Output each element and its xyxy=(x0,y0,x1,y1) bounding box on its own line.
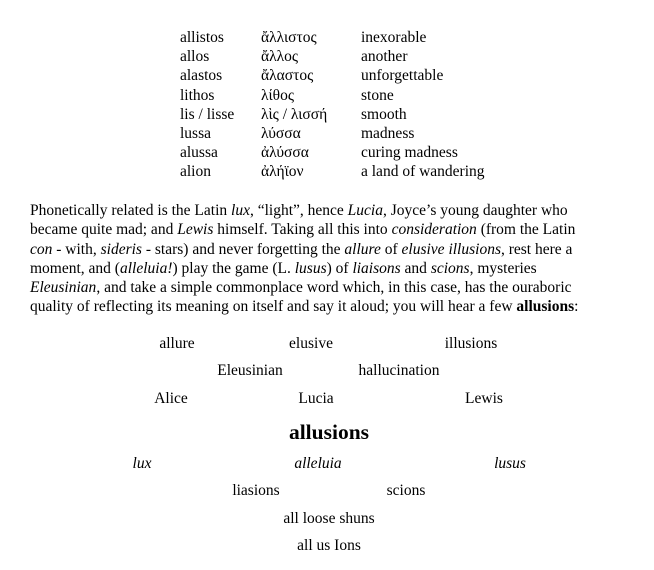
greek-word: ἄλαστος xyxy=(261,67,314,85)
cloud-word-lux: lux xyxy=(132,455,152,472)
body-paragraph xyxy=(30,201,642,317)
text: quality of reflecting its meaning on itself and say it aloud; you will hear a few xyxy=(30,298,517,316)
text: , mysteries xyxy=(469,259,537,277)
cloud-word-lusus: lusus xyxy=(494,455,526,472)
text: ) of xyxy=(326,259,353,277)
word-table-row xyxy=(180,28,600,47)
cloud-word-all-us-ions: all us Ions xyxy=(297,537,361,554)
text-italic: lux xyxy=(231,202,250,219)
text: Phonetically related is the Latin xyxy=(30,202,232,219)
text-italic: consideration xyxy=(391,221,477,239)
english-meaning: unforgettable xyxy=(361,67,444,85)
latin-word: lithos xyxy=(180,86,215,104)
text-italic: Lewis xyxy=(177,221,214,239)
english-meaning: curing madness xyxy=(361,144,458,162)
english-meaning: another xyxy=(361,48,408,66)
text: , “light”, hence xyxy=(249,202,348,219)
english-meaning: inexorable xyxy=(361,29,427,46)
greek-word: ἀλήϊον xyxy=(261,163,304,181)
text: became quite mad; and xyxy=(30,221,178,239)
paragraph-line xyxy=(30,201,642,220)
latin-word: alastos xyxy=(180,67,223,85)
greek-word: λύσσα xyxy=(261,124,301,142)
text: , and take a simple commonplace word which, in this case, has the ouraboric xyxy=(96,279,572,297)
greek-word: λίθος xyxy=(261,86,294,104)
etymology-word-table xyxy=(180,28,600,182)
text-italic: sideris xyxy=(100,240,142,258)
latin-word: lussa xyxy=(180,124,211,142)
text: , Joyce’s young daughter who xyxy=(382,202,568,219)
text: - stars) and never forgetting the xyxy=(141,240,345,258)
text: and xyxy=(400,259,431,277)
greek-word: ἄλλιστος xyxy=(261,29,317,46)
paragraph-line xyxy=(30,259,642,278)
text-italic: Lucia xyxy=(347,202,383,219)
latin-word: alion xyxy=(180,163,211,181)
paragraph-line xyxy=(30,220,642,239)
greek-word: λὶς / λισσή xyxy=(261,105,328,123)
text: moment, and ( xyxy=(30,259,120,277)
word-table-row xyxy=(180,86,600,105)
text-italic: liaisons xyxy=(352,259,401,277)
text-italic: scions xyxy=(430,259,470,277)
text-italic: lusus xyxy=(294,259,327,277)
cloud-word-allure: allure xyxy=(159,335,195,352)
word-table-row xyxy=(180,105,600,124)
latin-word: allos xyxy=(180,48,210,66)
cloud-word-illusions: illusions xyxy=(444,335,498,352)
text: (from the Latin xyxy=(476,221,576,239)
word-table-row xyxy=(180,124,600,143)
greek-word: ἄλλος xyxy=(261,48,299,66)
english-meaning: a land of wandering xyxy=(361,163,485,181)
cloud-word-alleluia: alleluia xyxy=(294,455,342,472)
cloud-word-scions: scions xyxy=(386,482,426,499)
text: ) play the game (L. xyxy=(172,259,295,277)
text-italic: alleluia! xyxy=(119,259,173,277)
text-bold: allusions xyxy=(516,298,575,316)
text-italic: con xyxy=(30,240,53,258)
cloud-word-hallucination: hallucination xyxy=(358,362,440,379)
text-italic: allure xyxy=(344,240,381,258)
paragraph-line xyxy=(30,297,642,316)
cloud-word-alice: Alice xyxy=(154,390,188,407)
latin-word: lis / lisse xyxy=(180,105,235,123)
english-meaning: smooth xyxy=(361,105,407,123)
text: himself. Taking all this into xyxy=(213,221,392,239)
word-table-row xyxy=(180,143,600,162)
word-table-row xyxy=(180,162,600,181)
greek-word: ἀλύσσα xyxy=(261,144,309,162)
word-table-row xyxy=(180,47,600,66)
text-italic: Eleusinian xyxy=(30,279,97,297)
text: - with, xyxy=(52,240,101,258)
text: , rest here a xyxy=(500,240,573,258)
latin-word: alussa xyxy=(180,144,218,162)
word-table-row xyxy=(180,66,600,85)
cloud-word-liasions: liasions xyxy=(232,482,280,499)
paragraph-line xyxy=(30,278,642,297)
latin-word: allistos xyxy=(180,29,224,46)
text: of xyxy=(380,240,402,258)
text-italic: elusive illusions xyxy=(401,240,501,258)
english-meaning: madness xyxy=(361,124,415,142)
cloud-word-lucia: Lucia xyxy=(298,390,334,407)
cloud-word-eleusinian: Eleusinian xyxy=(217,362,283,379)
paragraph-line xyxy=(30,240,642,259)
cloud-word-allusions: allusions xyxy=(288,420,370,444)
cloud-word-lewis: Lewis xyxy=(465,390,503,407)
english-meaning: stone xyxy=(361,86,394,104)
text: : xyxy=(574,298,579,316)
cloud-word-all-loose-shuns: all loose shuns xyxy=(283,510,375,527)
cloud-word-elusive: elusive xyxy=(289,335,333,352)
